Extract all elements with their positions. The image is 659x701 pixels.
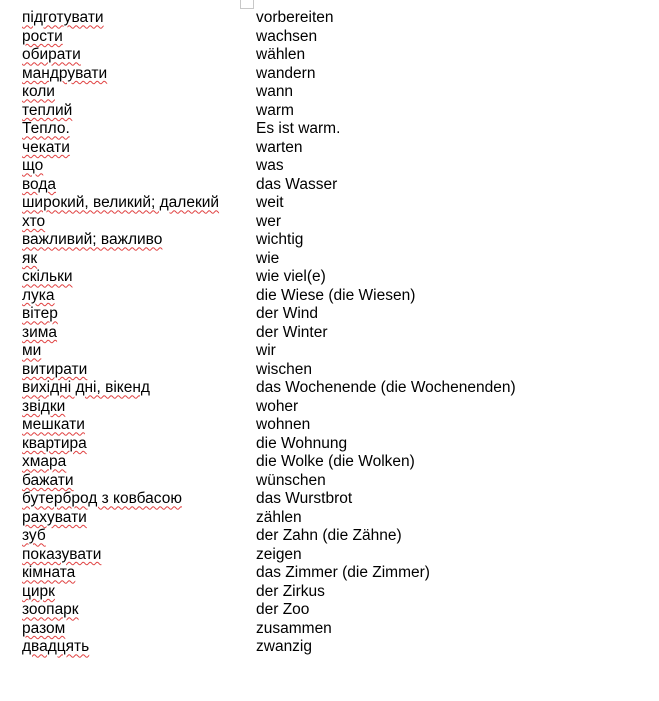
german-word-cell	[256, 453, 642, 472]
german-word: das Wochenende (die Wochenenden)	[256, 379, 516, 397]
german-word: wählen	[256, 46, 306, 64]
german-word: wandern	[256, 64, 316, 82]
german-word: zeigen	[256, 545, 302, 563]
german-word: der Zahn (die Zähne)	[256, 527, 402, 545]
ukrainian-word-cell	[22, 139, 256, 158]
german-word-cell	[256, 416, 642, 435]
ukrainian-word-cell	[22, 250, 256, 269]
ukrainian-word: показувати	[22, 545, 102, 563]
vocab-row	[22, 490, 642, 509]
ukrainian-word-cell	[22, 546, 256, 565]
ukrainian-word: мешкати	[22, 416, 85, 434]
ukrainian-word: звідки	[22, 397, 66, 415]
ukrainian-word-cell	[22, 361, 256, 380]
ukrainian-word-cell	[22, 102, 256, 121]
german-word-cell	[256, 194, 642, 213]
vocab-row	[22, 638, 642, 657]
ukrainian-word: зуб	[22, 527, 46, 545]
ukrainian-word: вихідні дні, вікенд	[22, 379, 150, 397]
german-word-cell	[256, 28, 642, 47]
german-word-cell	[256, 287, 642, 306]
ukrainian-word: важливий; важливо	[22, 231, 163, 249]
ukrainian-word: зима	[22, 323, 58, 341]
german-word: das Wasser	[256, 175, 338, 193]
ukrainian-word: ми	[22, 342, 42, 360]
vocab-row	[22, 231, 642, 250]
ukrainian-word-cell	[22, 231, 256, 250]
vocab-row	[22, 176, 642, 195]
vocab-row	[22, 361, 642, 380]
german-word-cell	[256, 620, 642, 639]
vocab-row	[22, 601, 642, 620]
german-word-cell	[256, 472, 642, 491]
ukrainian-word-cell	[22, 83, 256, 102]
vocab-row	[22, 65, 642, 84]
german-word: wichtig	[256, 231, 304, 249]
ukrainian-word-cell	[22, 46, 256, 65]
german-word: was	[256, 157, 284, 175]
vocab-row	[22, 102, 642, 121]
german-word-cell	[256, 490, 642, 509]
ukrainian-word: лука	[22, 286, 55, 304]
ukrainian-word-cell	[22, 564, 256, 583]
ukrainian-word-cell	[22, 509, 256, 528]
german-word: wir	[256, 342, 276, 360]
ukrainian-word: рости	[22, 27, 63, 45]
german-word-cell	[256, 342, 642, 361]
german-word: warten	[256, 138, 303, 156]
ukrainian-word-cell	[22, 194, 256, 213]
ukrainian-word: витирати	[22, 360, 88, 378]
vocab-row	[22, 379, 642, 398]
german-word: wünschen	[256, 471, 326, 489]
ukrainian-word-cell	[22, 620, 256, 639]
vocab-row	[22, 620, 642, 639]
vocab-row	[22, 416, 642, 435]
ukrainian-word: широкий, великий; далекий	[22, 194, 220, 212]
ukrainian-word-cell	[22, 453, 256, 472]
vocab-row	[22, 194, 642, 213]
vocab-row	[22, 157, 642, 176]
german-word-cell	[256, 564, 642, 583]
ukrainian-word: підготувати	[22, 9, 104, 27]
ukrainian-word: обирати	[22, 46, 81, 64]
german-word: wann	[256, 83, 294, 101]
german-word: woher	[256, 397, 299, 415]
vocab-row	[22, 398, 642, 417]
ukrainian-word-cell	[22, 435, 256, 454]
vocab-row	[22, 472, 642, 491]
german-word-cell	[256, 9, 642, 28]
ukrainian-word: вода	[22, 175, 57, 193]
vocab-row	[22, 453, 642, 472]
ukrainian-word-cell	[22, 176, 256, 195]
german-word-cell	[256, 527, 642, 546]
ukrainian-word-cell	[22, 490, 256, 509]
vocab-row	[22, 83, 642, 102]
vocab-row	[22, 250, 642, 269]
ukrainian-word: хто	[22, 212, 46, 230]
vocab-row	[22, 268, 642, 287]
vocab-row	[22, 139, 642, 158]
ukrainian-word-cell	[22, 527, 256, 546]
ukrainian-word: квартира	[22, 434, 87, 452]
ukrainian-word: теплий	[22, 101, 73, 119]
vocab-row	[22, 509, 642, 528]
german-word: der Zirkus	[256, 582, 325, 600]
ukrainian-word: Тепло.	[22, 120, 70, 138]
german-word-cell	[256, 65, 642, 84]
german-word-cell	[256, 638, 642, 657]
ukrainian-word-cell	[22, 287, 256, 306]
german-word: vorbereiten	[256, 9, 334, 27]
german-word: Es ist warm.	[256, 120, 341, 138]
ukrainian-word-cell	[22, 379, 256, 398]
ukrainian-word: що	[22, 157, 44, 175]
vocabulary-table-body	[22, 9, 642, 657]
ukrainian-word: коли	[22, 83, 55, 101]
ukrainian-word-cell	[22, 324, 256, 343]
german-word-cell	[256, 398, 642, 417]
german-word: wohnen	[256, 416, 311, 434]
ukrainian-word: вітер	[22, 305, 58, 323]
ukrainian-word: хмара	[22, 453, 67, 471]
vocab-row	[22, 435, 642, 454]
german-word: wischen	[256, 360, 312, 378]
ukrainian-word-cell	[22, 638, 256, 657]
vocab-row	[22, 28, 642, 47]
ukrainian-word-cell	[22, 472, 256, 491]
vocab-row	[22, 120, 642, 139]
ukrainian-word: бутерброд з ковбасою	[22, 490, 182, 508]
ukrainian-word-cell	[22, 398, 256, 417]
german-word: der Winter	[256, 323, 328, 341]
german-word: warm	[256, 101, 294, 119]
vocabulary-table	[22, 9, 642, 657]
german-word: zusammen	[256, 619, 332, 637]
vocab-row	[22, 583, 642, 602]
ukrainian-word: бажати	[22, 471, 74, 489]
ukrainian-word-cell	[22, 416, 256, 435]
ukrainian-word-cell	[22, 28, 256, 47]
vocab-row	[22, 324, 642, 343]
german-word: weit	[256, 194, 284, 212]
vocab-row	[22, 9, 642, 28]
german-word-cell	[256, 305, 642, 324]
vocab-row	[22, 213, 642, 232]
ukrainian-word-cell	[22, 583, 256, 602]
ukrainian-word-cell	[22, 157, 256, 176]
german-word: wie	[256, 249, 280, 267]
german-word-cell	[256, 361, 642, 380]
ukrainian-word-cell	[22, 305, 256, 324]
ukrainian-word: разом	[22, 619, 66, 637]
german-word-cell	[256, 379, 642, 398]
german-word-cell	[256, 583, 642, 602]
german-word-cell	[256, 268, 642, 287]
german-word-cell	[256, 546, 642, 565]
german-word: das Wurstbrot	[256, 490, 353, 508]
ukrainian-word: скільки	[22, 268, 73, 286]
ukrainian-word-cell	[22, 213, 256, 232]
ukrainian-word: мандрувати	[22, 64, 108, 82]
german-word-cell	[256, 250, 642, 269]
german-word: wer	[256, 212, 281, 230]
vocab-row	[22, 527, 642, 546]
german-word: die Wolke (die Wolken)	[256, 453, 415, 471]
ukrainian-word: чекати	[22, 138, 70, 156]
german-word: die Wiese (die Wiesen)	[256, 286, 416, 304]
ukrainian-word: двадцять	[22, 638, 90, 656]
ukrainian-word: цирк	[22, 582, 55, 600]
german-word: der Wind	[256, 305, 319, 323]
german-word: zwanzig	[256, 638, 312, 656]
ukrainian-word-cell	[22, 120, 256, 139]
german-word-cell	[256, 83, 642, 102]
page-corner-mark	[240, 0, 254, 9]
german-word-cell	[256, 601, 642, 620]
german-word-cell	[256, 435, 642, 454]
german-word-cell	[256, 213, 642, 232]
german-word-cell	[256, 324, 642, 343]
german-word: wie viel(e)	[256, 268, 326, 286]
ukrainian-word-cell	[22, 601, 256, 620]
german-word-cell	[256, 157, 642, 176]
german-word: zählen	[256, 508, 302, 526]
german-word-cell	[256, 176, 642, 195]
german-word: wachsen	[256, 27, 318, 45]
vocab-row	[22, 46, 642, 65]
vocab-row	[22, 564, 642, 583]
german-word-cell	[256, 120, 642, 139]
german-word-cell	[256, 509, 642, 528]
german-word: der Zoo	[256, 601, 310, 619]
ukrainian-word-cell	[22, 342, 256, 361]
german-word: die Wohnung	[256, 434, 348, 452]
ukrainian-word: кімната	[22, 564, 76, 582]
german-word-cell	[256, 231, 642, 250]
german-word-cell	[256, 102, 642, 121]
ukrainian-word-cell	[22, 65, 256, 84]
ukrainian-word: зоопарк	[22, 601, 79, 619]
vocab-row	[22, 546, 642, 565]
german-word-cell	[256, 46, 642, 65]
ukrainian-word: рахувати	[22, 508, 87, 526]
vocab-row	[22, 342, 642, 361]
ukrainian-word-cell	[22, 268, 256, 287]
german-word: das Zimmer (die Zimmer)	[256, 564, 430, 582]
german-word-cell	[256, 139, 642, 158]
vocab-row	[22, 305, 642, 324]
vocab-row	[22, 287, 642, 306]
ukrainian-word-cell	[22, 9, 256, 28]
ukrainian-word: як	[22, 249, 38, 267]
